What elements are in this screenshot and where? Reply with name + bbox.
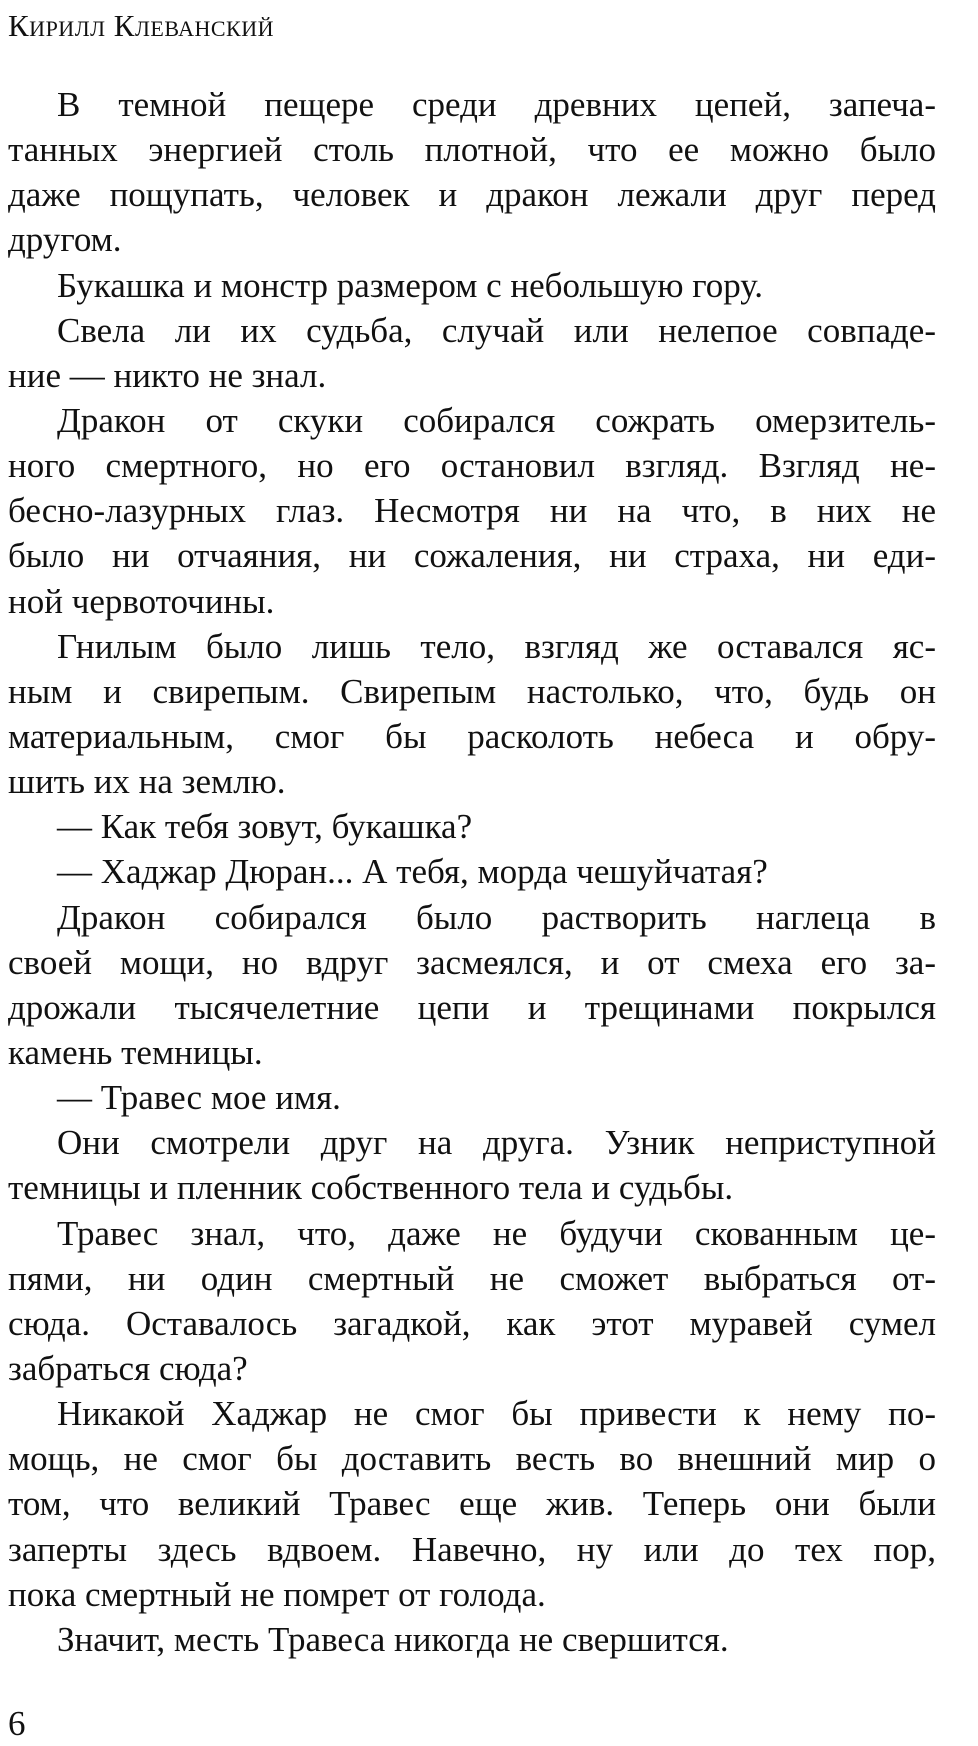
text-line: Свела ли их судьба, случай или нелепое совпаде- (57, 310, 936, 350)
text-line: ной червоточины. (8, 581, 275, 621)
text-line: ние — никто не знал. (8, 355, 327, 395)
text-line: Травес знал, что, даже не будучи скованным це- (57, 1213, 936, 1253)
text-line: мощь, не смог бы доставить весть во внешний мир о (8, 1439, 936, 1479)
text-line: камень темницы. (8, 1032, 263, 1072)
text-line: Они смотрели друг на друга. Узник неприступной (57, 1123, 936, 1163)
text-line: заперты здесь вдвоем. Навечно, ну или до тех пор, (8, 1529, 936, 1569)
text-line: Букашка и монстр размером с небольшую гору. (57, 265, 764, 305)
text-line: пока смертный не помрет от голода. (8, 1574, 546, 1614)
text-line: даже пощупать, человек и дракон лежали друг перед (8, 175, 936, 215)
text-line: Дракон от скуки собирался сожрать омерзитель- (57, 400, 936, 440)
text-line: темницы и пленник собственного тела и судьбы. (8, 1168, 734, 1208)
text-line: забраться сюда? (8, 1348, 248, 1388)
text-line: бесно-лазурных глаз. Несмотря ни на что, в них не (8, 491, 936, 531)
page-number: 6 (8, 1704, 26, 1743)
text-line: Гнилым было лишь тело, взгляд же оставался яс- (57, 626, 936, 666)
text-line: ного смертного, но его остановил взгляд. Взгляд не- (8, 446, 936, 486)
text-line: шить их на землю. (8, 762, 286, 802)
body-text (8, 82, 936, 1662)
text-line: танных энергией столь плотной, что ее можно было (8, 130, 936, 170)
text-line: — Хаджар Дюран... А тебя, морда чешуйчатая? (57, 852, 768, 892)
text-line: было ни отчаяния, ни сожаления, ни страха, ни еди- (8, 536, 936, 576)
text-line: — Как тебя зовут, букашка? (57, 807, 473, 847)
text-line: Дракон собирался было растворить наглеца в (57, 897, 936, 937)
text-line: ным и свирепым. Свирепым настолько, что, будь он (8, 671, 936, 711)
running-head: Кирилл Клеванский (8, 8, 275, 43)
text-line: Никакой Хаджар не смог бы привести к нему по- (57, 1394, 936, 1434)
text-line: материальным, смог бы расколоть небеса и обру- (8, 716, 936, 756)
text-line: В темной пещере среди древних цепей, запеча- (57, 85, 936, 124)
text-line: Значит, месть Травеса никогда не свершится. (57, 1619, 729, 1659)
text-line: другом. (8, 220, 122, 260)
text-line: том, что великий Травес еще жив. Теперь они были (8, 1484, 936, 1524)
text-line: дрожали тысячелетние цепи и трещинами покрылся (8, 987, 936, 1027)
text-line: пями, ни один смертный не сможет выбраться от- (8, 1258, 936, 1298)
text-line: сюда. Оставалось загадкой, как этот муравей сумел (8, 1303, 936, 1343)
text-line: своей мощи, но вдруг засмеялся, и от смеха его за- (8, 942, 936, 982)
text-line: — Травес мое имя. (57, 1078, 341, 1118)
